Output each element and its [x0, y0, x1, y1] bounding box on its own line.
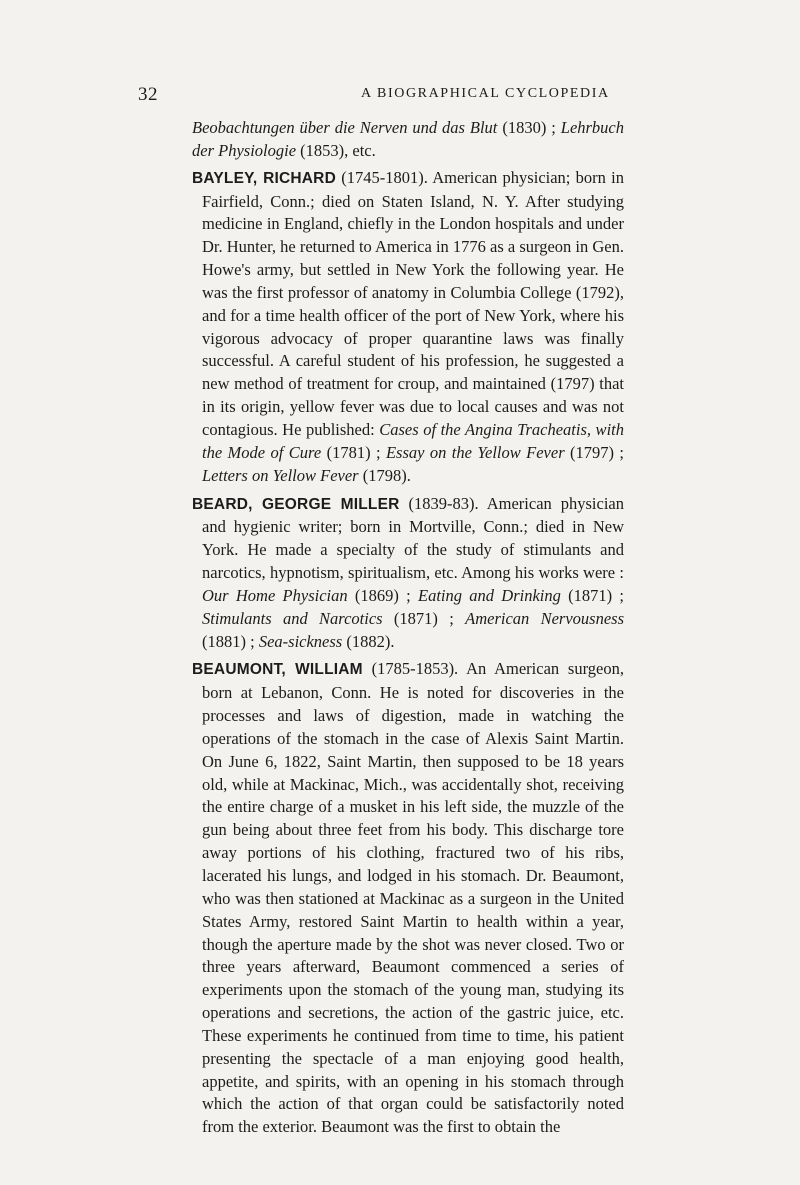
entry-name: BEAUMONT, WILLIAM	[192, 661, 363, 679]
work-date: (1830) ;	[497, 118, 561, 137]
entry-name: BEARD, GEORGE MILLER	[192, 495, 400, 513]
work-date: (1853), etc.	[296, 140, 376, 160]
work-title: Sea-sickness	[258, 631, 343, 651]
work-date: (1871) ;	[382, 608, 466, 628]
work-title: Lehrbuch der Physiologie	[192, 118, 625, 160]
work-date: (1882).	[342, 631, 395, 651]
continued-entry	[192, 117, 624, 163]
entry-dates: (1839-83).	[408, 493, 479, 513]
work-title: Our Home Physician	[202, 585, 348, 605]
entry-dates: (1785-1853).	[371, 659, 459, 679]
running-head: A BIOGRAPHICAL CYCLOPEDIA	[361, 86, 610, 101]
entry-body: An American surgeon, born at Lebanon, Conn. He is noted for discoveries in the processes and laws of digestion, made in watching the operations of the stomach in the case of Alexis Saint Martin. On June 6, 1822, Saint Martin, then supposed to be 18 years old, while at Mackinac, Mich., was accidentally shot, receiving the entire charge of a musket in his left side, the muzzle of the gun being about three feet from his body. This discharge tore away portions of his clothing, fractured two of his ribs, lacerated his lungs, and lodged in his stomach. Dr. Beaumont, who was then stationed at Mackinac as a surgeon in the United States Army, restored Saint Martin to health within a year, though the aperture made by the shot was never closed. Two or three years afterward, Beaumont commenced a series of experiments upon the stomach of the young man, studying its operations and secretions, the action of the gastric juice, etc. These experiments he continued from time to time, his patient presenting the spectacle of a man enjoying good health, appetite, and spirits, with an opening in his stomach through which the action of that organ could be satisfactorily noted from the exterior. Beaumont was the first to obtain the	[202, 659, 624, 1137]
work-date: (1881) ;	[202, 631, 259, 651]
work-title: Letters on Yellow Fever	[202, 465, 359, 485]
work-title: Essay on the Yellow Fever	[385, 442, 565, 462]
entry-bayley	[192, 167, 624, 488]
work-title: Eating and Drinking	[418, 585, 561, 605]
entry-body: American physician; born in Fairfield, Conn.; died on Staten Island, N. Y. After studying medicine in England, chiefly in the London hospitals and under Dr. Hunter, he returned to America in 1776 as a surgeon in Gen. Howe's army, but settled in New York the following year. He was the first professor of anatomy in Columbia College (1792), and for a time health officer of the port of New York, where his vigorous advocacy of proper quarantine laws was finally successful. A careful student of his profession, he suggested a new method of treatment for croup, and maintained (1797) that in its origin, yellow fever was due to local causes and was not contagious. He published:	[202, 167, 625, 439]
work-title: American Nervousness	[465, 608, 624, 628]
work-date: (1871) ;	[560, 585, 625, 605]
page-number: 32	[138, 84, 158, 105]
work-date: (1869) ;	[347, 585, 419, 605]
work-date: (1798).	[358, 465, 411, 485]
work-title: Cases of the Angina Tracheatis, with the Mode of Cure	[202, 419, 624, 462]
work-title: Stimulants and Narcotics	[202, 608, 383, 628]
entry-name: BAYLEY, RICHARD	[192, 169, 336, 187]
work-date: (1781) ;	[321, 442, 386, 462]
entry-dates: (1745-1801).	[341, 167, 428, 187]
text-column	[192, 117, 624, 1139]
entry-body: American physician and hygienic writer; born in Mortville, Conn.; died in New York. He made a specialty of the study of stimulants and narcotics, hypnotism, spiritualism, etc. Among his works were :	[202, 493, 625, 583]
page-header	[0, 0, 800, 105]
entry-beard	[192, 493, 624, 654]
entry-beaumont	[192, 658, 624, 1139]
work-date: (1797) ;	[564, 442, 625, 462]
work-title: Beobachtungen über die Nerven und das Blut	[192, 118, 498, 137]
